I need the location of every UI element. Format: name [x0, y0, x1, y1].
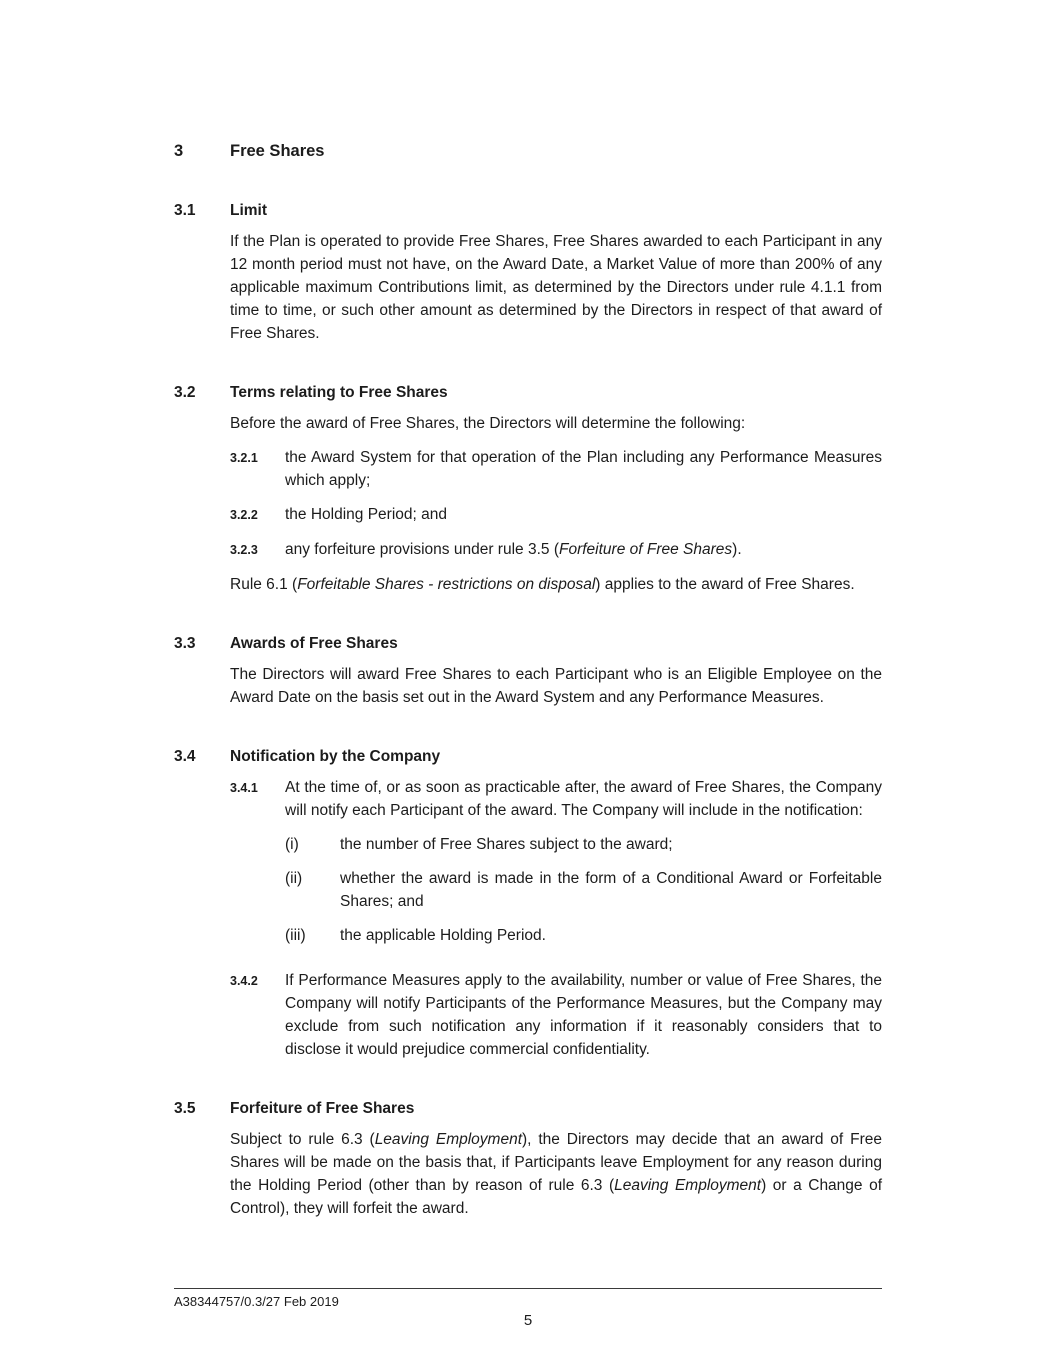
- document-content: [174, 140, 882, 1220]
- roman-list: [285, 833, 882, 947]
- roman-item-ii: [285, 867, 882, 913]
- subsection-3-3: [174, 632, 882, 709]
- subsection-3-1-body: [230, 230, 882, 345]
- document-reference: A38344757/0.3/27 Feb 2019: [174, 1294, 339, 1309]
- subsection-title: Terms relating to Free Shares: [230, 384, 448, 401]
- section-number: 3: [174, 142, 184, 160]
- section-heading: [174, 140, 882, 163]
- page-footer: [174, 1288, 882, 1331]
- paragraph: At the time of, or as soon as practicable after, the award of Free Shares, the Company will notify each Participant of the award. The Company will include in the notification:: [285, 779, 882, 819]
- roman-marker: (i): [285, 836, 299, 853]
- subsection-3-2-heading: [174, 381, 882, 404]
- subsection-3-2-body: [230, 412, 882, 596]
- roman-item-text: the applicable Holding Period.: [340, 927, 546, 944]
- paragraph: The Directors will award Free Shares to each Participant who is an Eligible Employee on the Award Date on the basis set out in the Award System and any Performance Measures.: [230, 666, 882, 706]
- subsection-3-3-heading: [174, 632, 882, 655]
- roman-item-text: whether the award is made in the form of a Conditional Award or Forfeitable Shares; and: [340, 870, 882, 910]
- list-item-3-2-1: [230, 446, 882, 492]
- list-item-number: 3.2.2: [230, 508, 258, 522]
- section-title: Free Shares: [230, 142, 325, 160]
- subsection-3-3-body: [230, 663, 882, 709]
- page-number: 5: [523, 1312, 533, 1329]
- roman-marker: (iii): [285, 927, 306, 944]
- subsection-3-1: [174, 199, 882, 345]
- subsection-3-2: [174, 381, 882, 596]
- list-item-text: any forfeiture provisions under rule 3.5 (Forfeiture of Free Shares).: [285, 541, 742, 558]
- list-item-3-2-2: [230, 503, 882, 527]
- list-item-text: If Performance Measures apply to the availability, number or value of Free Shares, the Company will notify Participants of the Performance Measures, but the Company may exclude from such notification any information if it reasonably considers that to disclose it would prejudice commercial confidentiality.: [285, 972, 882, 1058]
- paragraph: Rule 6.1 (Forfeitable Shares - restrictions on disposal) applies to the award of Free Shares.: [230, 576, 855, 593]
- list-item-text: the Holding Period; and: [285, 506, 448, 523]
- paragraph: Subject to rule 6.3 (Leaving Employment), the Directors may decide that an award of Free Shares will be made on the basis that, if Participants leave Employment for any reason during the Holding Period (other than by reason of rule 6.3 (Leaving Employment) or a Change of Control), they will forfeit the award.: [230, 1131, 882, 1217]
- paragraph: Before the award of Free Shares, the Directors will determine the following:: [230, 415, 746, 432]
- paragraph: If the Plan is operated to provide Free Shares, Free Shares awarded to each Participant in any 12 month period must not have, on the Award Date, a Market Value of more than 200% of any applicable maximum Contributions limit, as determined by the Directors under rule 4.1.1 from time to time, or such other amount as determined by the Directors in respect of that award of Free Shares.: [230, 233, 882, 342]
- list-item-body: [285, 776, 882, 958]
- subsection-3-5-body: [230, 1128, 882, 1220]
- subsection-3-1-heading: [174, 199, 882, 222]
- subsection-number: 3.2: [174, 384, 196, 401]
- roman-item-i: [285, 833, 882, 856]
- subsection-3-5-heading: [174, 1097, 882, 1120]
- list-item-number: 3.2.3: [230, 543, 258, 557]
- subsection-3-4-heading: [174, 745, 882, 768]
- subsection-3-4: [174, 745, 882, 1061]
- list-item-number: 3.2.1: [230, 451, 258, 465]
- list-item-3-4-2: [230, 969, 882, 1061]
- list-item-number: 3.4.1: [230, 781, 258, 795]
- list-item-text: the Award System for that operation of the Plan including any Performance Measures which apply;: [285, 449, 882, 489]
- subsection-3-4-body: [230, 776, 882, 1061]
- subsection-3-5: [174, 1097, 882, 1220]
- roman-item-text: the number of Free Shares subject to the award;: [340, 836, 673, 853]
- subsection-number: 3.3: [174, 635, 196, 652]
- subsection-title: Limit: [230, 202, 268, 219]
- subsection-number: 3.5: [174, 1100, 196, 1117]
- list-item-number: 3.4.2: [230, 974, 258, 988]
- subsection-number: 3.4: [174, 748, 196, 765]
- subsection-title: Notification by the Company: [230, 748, 441, 765]
- roman-marker: (ii): [285, 870, 303, 887]
- subsection-title: Awards of Free Shares: [230, 635, 398, 652]
- roman-item-iii: [285, 924, 882, 947]
- list-item-3-2-3: [230, 538, 882, 562]
- subsection-number: 3.1: [174, 202, 196, 219]
- list-item-3-4-1: [230, 776, 882, 958]
- subsection-title: Forfeiture of Free Shares: [230, 1100, 415, 1117]
